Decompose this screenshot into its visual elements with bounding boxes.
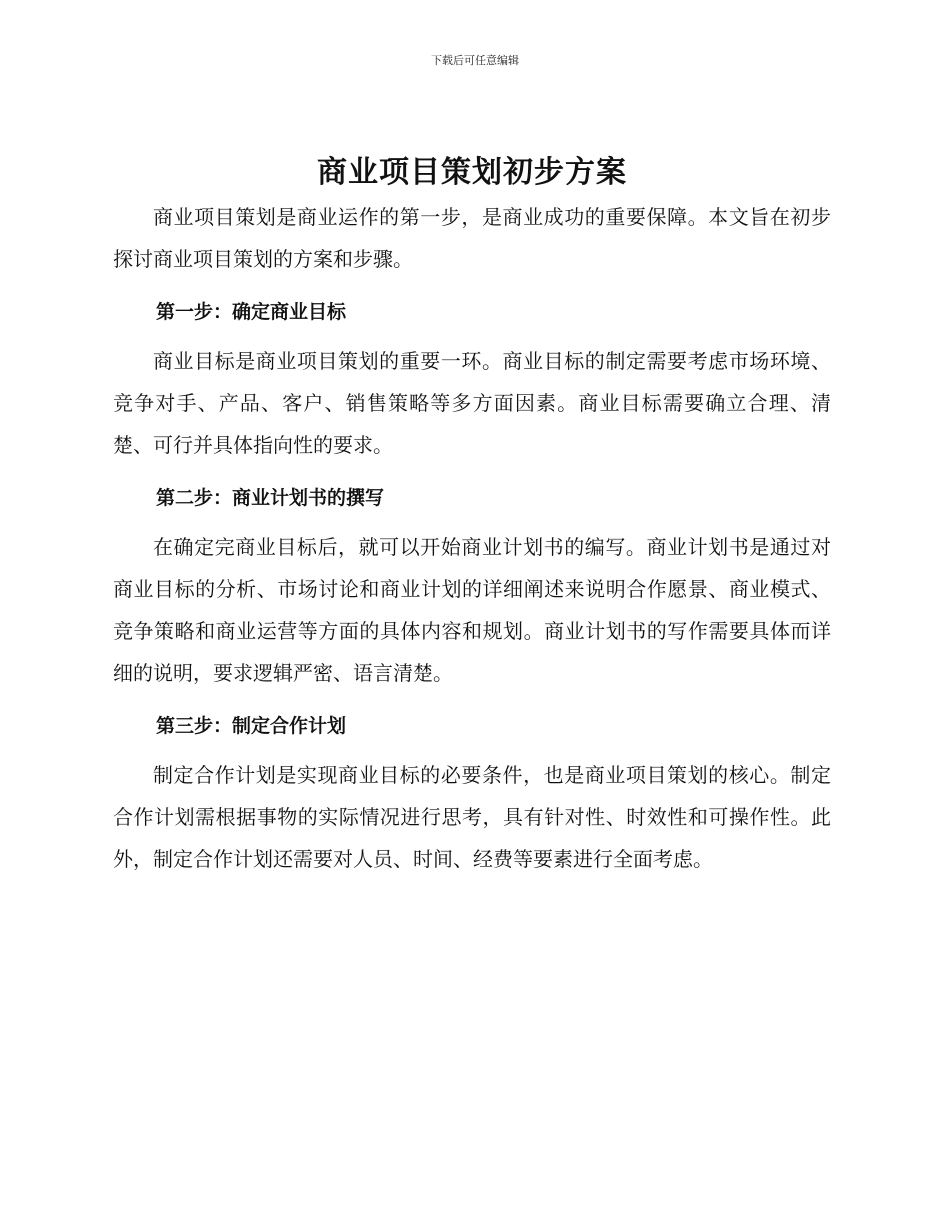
section-body-step-1: 商业目标是商业项目策划的重要一环。商业目标的制定需要考虑市场环境、竞争对手、产品、客户、销售策略等多方面因素。商业目标需要确立合理、清楚、可行并具体指向性的要求。 <box>113 349 831 457</box>
section-heading-step-3: 第三步：制定合作计划 <box>156 715 347 737</box>
section-body-step-2: 在确定完商业目标后，就可以开始商业计划书的编写。商业计划书是通过对商业目标的分析、市场讨论和商业计划的详细阐述来说明合作愿景、商业模式、竞争策略和商业运营等方面的具体内容和规划。商业计划书的写作需要具体而详细的说明，要求逻辑严密、语言清楚。 <box>113 535 831 685</box>
page-header: 下载后可任意编辑 <box>431 54 519 67</box>
document-title: 商业项目策划初步方案 <box>317 155 627 190</box>
section-heading-step-2: 第二步：商业计划书的撰写 <box>156 487 385 509</box>
section-body-step-3: 制定合作计划是实现商业目标的必要条件，也是商业项目策划的核心。制定合作计划需根据事物的实际情况进行思考，具有针对性、时效性和可操作性。此外，制定合作计划还需要对人员、时间、经费等要素进行全面考虑。 <box>113 763 831 871</box>
section-heading-step-1: 第一步：确定商业目标 <box>156 301 347 323</box>
intro-paragraph: 商业项目策划是商业运作的第一步，是商业成功的重要保障。本文旨在初步探讨商业项目策划的方案和步骤。 <box>113 205 831 271</box>
document-body <box>113 150 831 880</box>
